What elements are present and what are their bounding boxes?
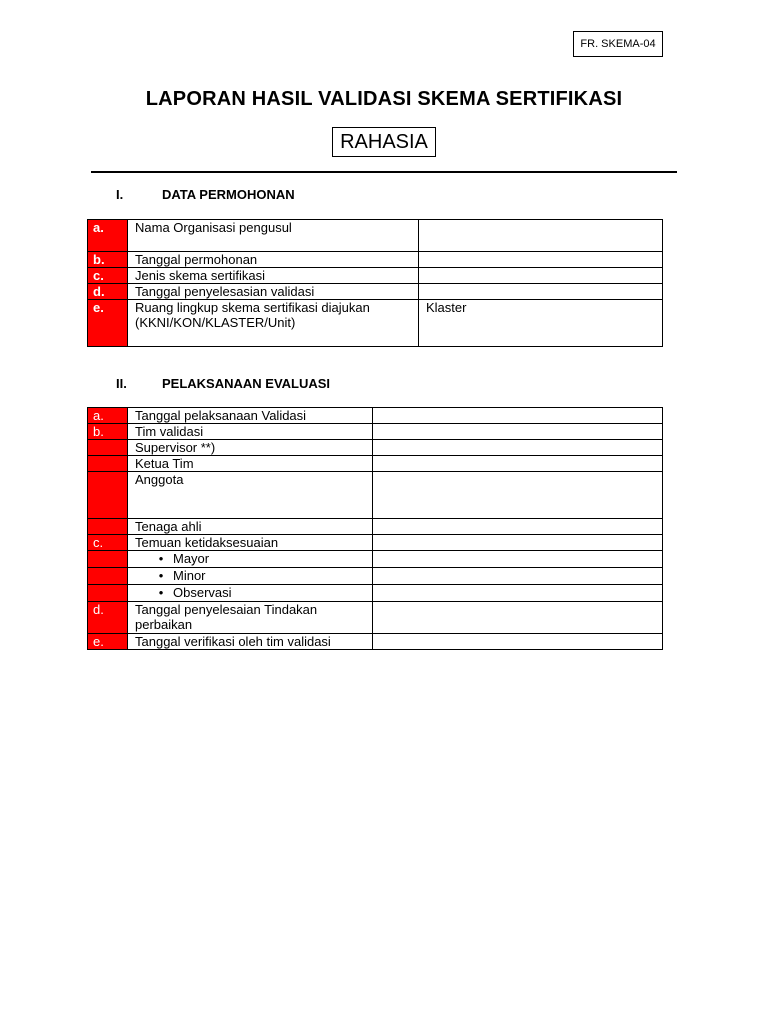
row-value-field[interactable]: Klaster	[419, 300, 663, 347]
row-label	[128, 585, 373, 602]
table-row	[88, 585, 663, 602]
evaluation-table	[87, 407, 663, 650]
row-letter	[88, 456, 128, 472]
row-label	[128, 551, 373, 568]
row-value-field[interactable]	[419, 220, 663, 252]
table-row	[88, 408, 663, 424]
row-label: Supervisor **)	[128, 440, 373, 456]
row-value-field[interactable]	[373, 424, 663, 440]
table-row	[88, 634, 663, 650]
table-row	[88, 456, 663, 472]
row-letter	[88, 585, 128, 602]
row-label: Nama Organisasi pengusul	[128, 220, 419, 252]
row-letter: a.	[88, 220, 128, 252]
row-value-field[interactable]	[419, 268, 663, 284]
row-letter	[88, 519, 128, 535]
row-label: Jenis skema sertifikasi	[128, 268, 419, 284]
row-label: Anggota	[128, 472, 373, 519]
table-row	[88, 440, 663, 456]
section2-heading: PELAKSANAAN EVALUASI	[162, 376, 331, 391]
row-value-field[interactable]	[373, 408, 663, 424]
row-letter	[88, 440, 128, 456]
row-value-field[interactable]	[373, 519, 663, 535]
bullet-icon: •	[158, 568, 164, 583]
row-letter: a.	[88, 408, 128, 424]
row-letter: b.	[88, 252, 128, 268]
row-label: Ketua Tim	[128, 456, 373, 472]
row-value-field[interactable]	[373, 634, 663, 650]
bullet-label: Mayor	[173, 551, 210, 566]
section1-heading: DATA PERMOHONAN	[162, 187, 295, 202]
bullet-icon: •	[158, 551, 164, 566]
table-row	[88, 252, 663, 268]
title-divider	[91, 171, 677, 173]
row-letter: b.	[88, 424, 128, 440]
form-code: FR. SKEMA-04	[580, 38, 656, 50]
row-value-field[interactable]	[419, 252, 663, 268]
section2-number: II.	[116, 376, 127, 391]
row-label: Tanggal penyelesaian Tindakan perbaikan	[128, 602, 373, 634]
row-letter: c.	[88, 535, 128, 551]
row-label: Tanggal permohonan	[128, 252, 419, 268]
table-row	[88, 472, 663, 519]
row-value-field[interactable]	[373, 472, 663, 519]
bullet-label: Observasi	[173, 585, 232, 600]
row-value-field[interactable]	[373, 440, 663, 456]
page-title: LAPORAN HASIL VALIDASI SKEMA SERTIFIKASI	[145, 88, 623, 110]
table-row	[88, 300, 663, 347]
table-row	[88, 519, 663, 535]
table-row	[88, 535, 663, 551]
table-row	[88, 220, 663, 252]
row-letter: c.	[88, 268, 128, 284]
row-letter	[88, 551, 128, 568]
row-label: Tenaga ahli	[128, 519, 373, 535]
row-value-field[interactable]	[419, 284, 663, 300]
table-row	[88, 268, 663, 284]
bullet-icon: •	[158, 585, 164, 600]
row-value-field[interactable]	[373, 602, 663, 634]
section1-number: I.	[116, 187, 124, 202]
row-value-field[interactable]	[373, 535, 663, 551]
row-label: Tim validasi	[128, 424, 373, 440]
row-letter: e.	[88, 300, 128, 347]
row-letter: e.	[88, 634, 128, 650]
table-row	[88, 568, 663, 585]
row-letter: d.	[88, 602, 128, 634]
row-value-field[interactable]	[373, 585, 663, 602]
row-letter: d.	[88, 284, 128, 300]
table-row	[88, 424, 663, 440]
bullet-label: Minor	[173, 568, 206, 583]
row-letter	[88, 472, 128, 519]
row-label: Tanggal verifikasi oleh tim validasi	[128, 634, 373, 650]
row-value-field[interactable]	[373, 551, 663, 568]
row-label: Tanggal pelaksanaan Validasi	[128, 408, 373, 424]
row-value-field[interactable]	[373, 456, 663, 472]
row-label: Tanggal penyelesasian validasi	[128, 284, 419, 300]
row-label: Ruang lingkup skema sertifikasi diajukan (KKNI/KON/KLASTER/Unit)	[128, 300, 419, 347]
row-value-field[interactable]	[373, 568, 663, 585]
classification-label: RAHASIA	[340, 130, 428, 153]
table-row	[88, 602, 663, 634]
row-label	[128, 568, 373, 585]
classification-box	[332, 127, 436, 157]
row-letter	[88, 568, 128, 585]
form-code-box	[573, 31, 663, 57]
table-row	[88, 284, 663, 300]
table-row	[88, 551, 663, 568]
row-label: Temuan ketidaksesuaian	[128, 535, 373, 551]
application-data-table	[87, 219, 663, 347]
